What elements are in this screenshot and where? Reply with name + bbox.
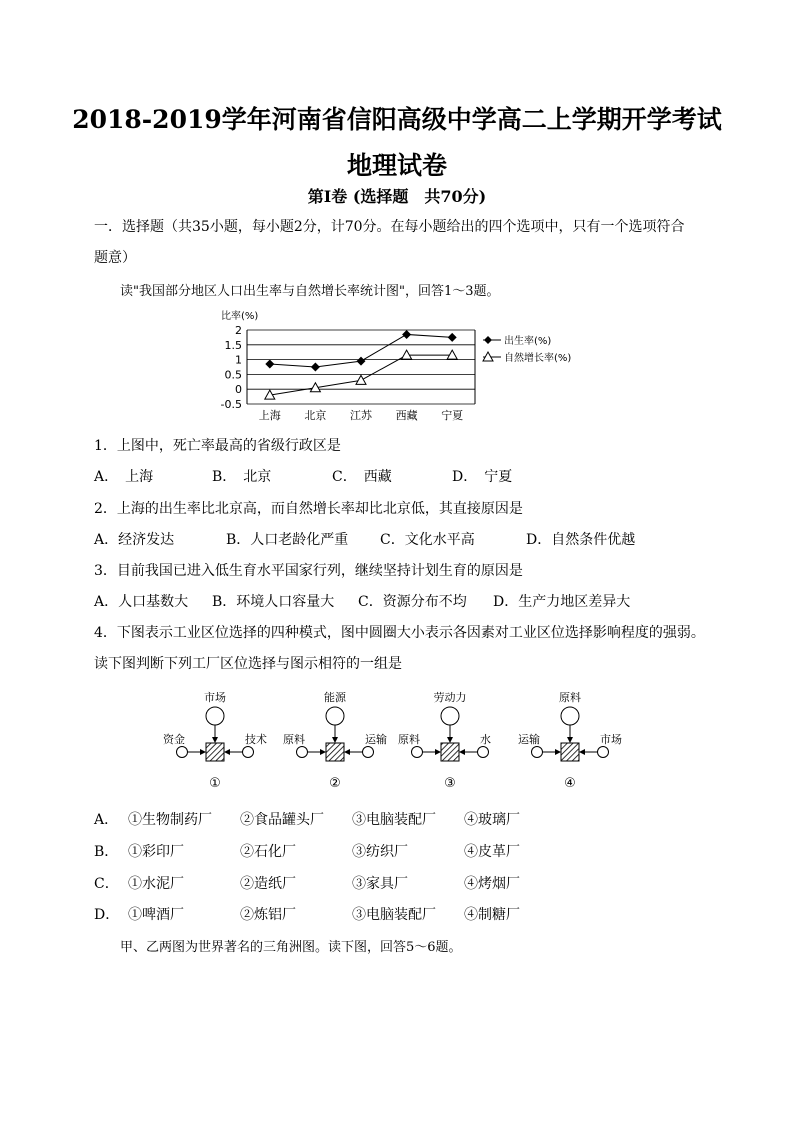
diagram-number: ③ [444,776,456,791]
y-tick-label: 0 [235,383,242,397]
intro-question-1-3: 读"我国部分地区人口出生率与自然增长率统计图"，回答1～3题。 [120,284,500,299]
right-factor-label: 市场 [600,733,622,746]
x-tick-label: 宁夏 [441,409,464,422]
q2-option-d[interactable]: D．自然条件优越 [526,532,636,548]
top-factor-circle [561,707,579,725]
diagram-number: ② [329,776,341,791]
legend-label: 出生率(%) [504,336,552,347]
right-factor-label: 技术 [245,733,267,746]
y-tick-label: 0.5 [224,368,242,382]
q4-option-a-1: ①生物制药厂 [128,812,212,828]
birth-rate-point [448,333,457,342]
q4-option-b-4: ④皮革厂 [464,844,520,860]
right-factor-circle [363,747,374,758]
q4-option-a-4: ④玻璃厂 [464,812,520,828]
q4-option-d-letter[interactable]: D． [94,907,120,923]
q1-option-a[interactable]: A． 上海 [94,469,154,485]
y-tick-label: 1.5 [224,338,242,352]
exam-title: 2018-2019学年河南省信阳高级中学高二上学期开学考试 [72,105,722,134]
x-tick-label: 上海 [258,409,281,422]
q4-option-c-3: ③家具厂 [352,876,408,892]
instructions-line2: 题意） [94,250,136,266]
q2-option-c[interactable]: C．文化水平高 [380,532,475,548]
factory-square [561,743,579,761]
q1-option-d[interactable]: D． 宁夏 [452,469,513,485]
birth-rate-point [311,363,320,372]
left-factor-circle [297,747,308,758]
x-tick-label: 北京 [304,409,327,422]
q4-option-b-letter[interactable]: B． [94,844,119,860]
birth-rate-point [265,360,274,369]
q4-option-c-1: ①水泥厂 [128,876,184,892]
q3-option-b[interactable]: B．环境人口容量大 [212,594,335,610]
diagram-number: ④ [564,776,576,791]
x-tick-label: 江苏 [350,409,372,422]
left-factor-circle [532,747,543,758]
location-diagram-4 [518,690,622,791]
q3-option-a[interactable]: A．人口基数大 [94,594,189,610]
top-factor-circle [206,707,224,725]
q4-stem-line2: 读下图判断下列工厂区位选择与图示相符的一组是 [94,656,402,672]
right-factor-circle [478,747,489,758]
factory-square [441,743,459,761]
q1-option-c[interactable]: C． 西藏 [332,469,392,485]
y-axis-label: 比率(%) [221,311,259,322]
top-factor-circle [326,707,344,725]
y-tick-label: 1 [235,353,242,367]
exam-subject: 地理试卷 [346,151,447,180]
top-factor-label: 劳动力 [433,691,467,704]
left-factor-label: 原料 [283,733,305,746]
right-factor-circle [598,747,609,758]
location-diagram-3 [398,690,491,791]
right-factor-label: 运输 [365,733,387,746]
x-tick-label: 西藏 [395,409,418,422]
q1-stem: 1．上图中，死亡率最高的省级行政区是 [94,438,341,454]
q4-option-b-1: ①彩印厂 [128,844,184,860]
left-factor-circle [412,747,423,758]
q3-stem: 3．目前我国已进入低生育水平国家行列，继续坚持计划生育的原因是 [94,563,523,579]
q2-option-a[interactable]: A．经济发达 [94,532,175,548]
q4-option-c-4: ④烤烟厂 [464,876,520,892]
q4-stem-line1: 4．下图表示工业区位选择的四种模式，图中圆圈大小表示各因素对工业区位选择影响程度的强弱。 [94,625,705,641]
factory-square [326,743,344,761]
q4-option-d-3: ③电脑装配厂 [352,907,436,923]
instructions-line1: 一．选择题（共35小题，每小题2分，计70分。在每小题给出的四个选项中，只有一个选项符合 [94,219,685,235]
right-factor-label: 水 [480,733,491,746]
top-factor-label: 原料 [559,691,581,704]
section-title: 第Ⅰ卷 (选择题 共70分) [307,187,487,206]
q2-stem: 2．上海的出生率比北京高，而自然增长率却比北京低，其直接原因是 [94,501,523,517]
diagram-number: ① [209,776,221,791]
q4-option-c-letter[interactable]: C． [94,876,119,892]
top-factor-label: 市场 [204,691,226,704]
x-tick-labels [259,408,463,422]
q4-option-c-2: ②造纸厂 [240,876,296,892]
y-tick-labels [221,324,242,411]
y-tick-label: 2 [235,324,242,337]
birth-rate-point [357,357,366,366]
chart-legend [483,334,571,364]
location-diagram-2 [283,690,387,791]
left-factor-label: 资金 [163,733,185,746]
q4-option-a-2: ②食品罐头厂 [240,812,324,828]
chart-series [265,330,457,399]
q4-option-b-3: ③纺织厂 [352,844,408,860]
q4-option-d-2: ②炼铝厂 [240,907,296,923]
q2-option-b[interactable]: B．人口老龄化严重 [226,532,349,548]
growth-rate-point [356,375,366,384]
right-factor-circle [243,747,254,758]
q3-option-c[interactable]: C．资源分布不均 [358,594,467,610]
legend-label: 自然增长率(%) [504,353,572,364]
birth-rate-chart [205,306,605,428]
q3-option-d[interactable]: D．生产力地区差异大 [493,594,631,610]
legend-diamond-marker [484,336,492,344]
q4-option-b-2: ②石化厂 [240,844,296,860]
left-factor-label: 原料 [398,733,420,746]
q4-option-d-1: ①啤酒厂 [128,907,184,923]
q4-option-a-3: ③电脑装配厂 [352,812,436,828]
intro-question-5-6: 甲、乙两图为世界著名的三角洲图。读下图，回答5～6题。 [120,940,462,955]
q4-option-d-4: ④制糖厂 [464,907,520,923]
factory-square [206,743,224,761]
left-factor-label: 运输 [518,733,540,746]
y-tick-label: -0.5 [220,398,242,411]
q1-option-b[interactable]: B． 北京 [212,469,272,485]
q4-option-a-letter[interactable]: A． [94,812,119,828]
top-factor-circle [441,707,459,725]
birth-rate-point [402,330,411,339]
left-factor-circle [177,747,188,758]
location-diagram-1 [163,690,267,791]
top-factor-label: 能源 [324,691,346,704]
industrial-location-diagrams [160,686,640,796]
